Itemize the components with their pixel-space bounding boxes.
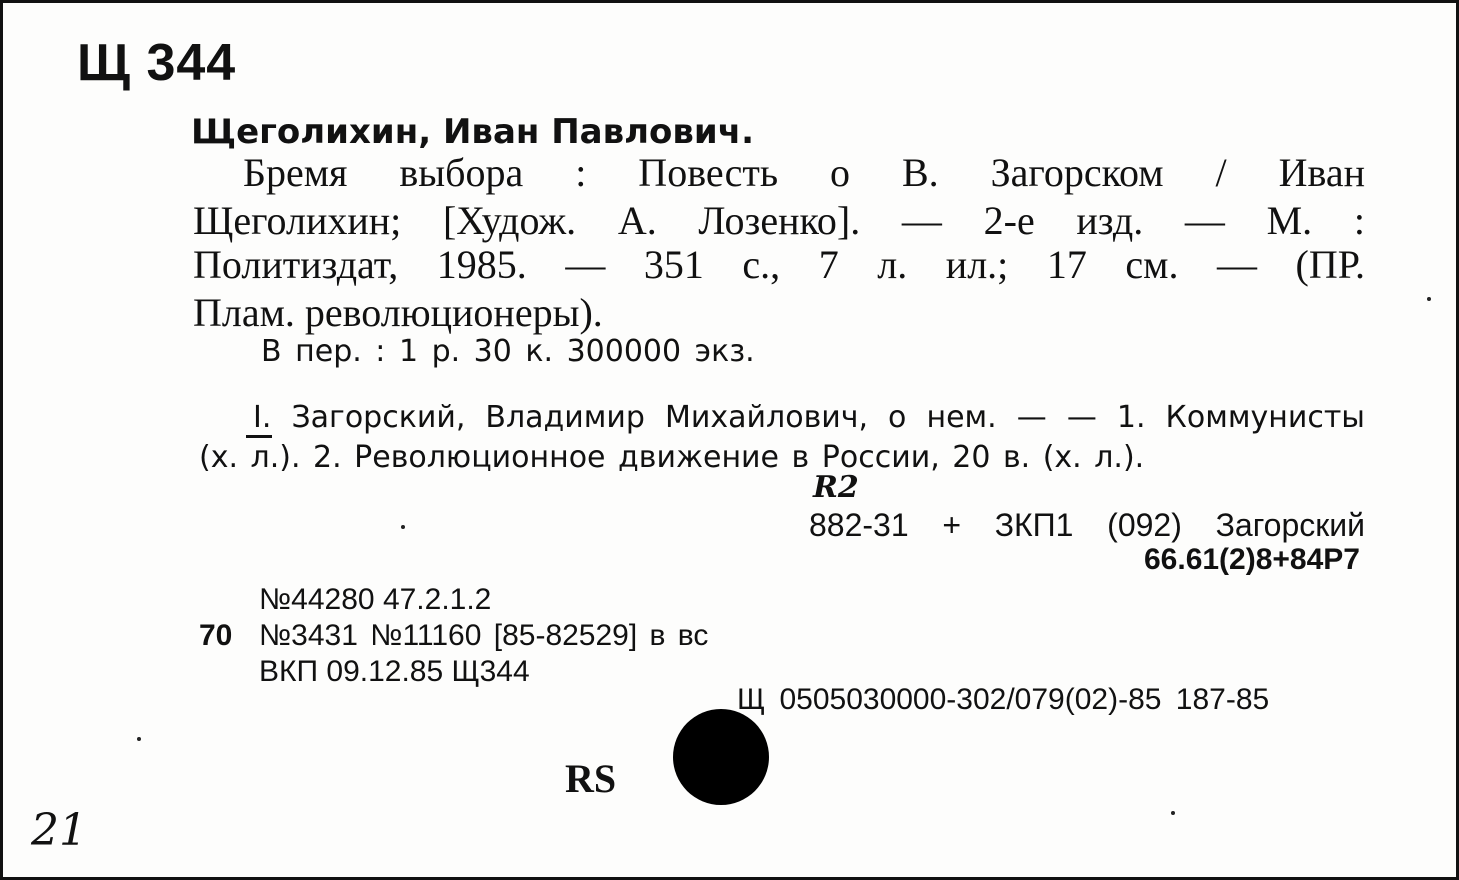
subject-line-2: (х. л.). 2. Революционное движение в России, 20 в. (х. л.). bbox=[199, 440, 1145, 475]
punch-hole bbox=[673, 709, 769, 805]
call-number: Щ 344 bbox=[77, 34, 237, 92]
rs-mark: RS bbox=[565, 756, 617, 801]
handwritten-number: 21 bbox=[31, 805, 87, 856]
subject-line-1: I. Загорский, Владимир Михайлович, о нем. — — 1. Коммунисты bbox=[253, 400, 1365, 435]
title-line-1: Бремя выбора : Повесть о В. Загорском / Иван bbox=[243, 150, 1365, 195]
accession-line-1: №44280 47.2.1.2 bbox=[259, 583, 492, 616]
speck bbox=[401, 525, 405, 529]
accession-line-3: ВКП 09.12.85 Щ344 bbox=[259, 655, 530, 688]
tracing-mark bbox=[246, 435, 272, 438]
title-line-3: Политиздат, 1985. — 351 с., 7 л. ил.; 17 см. — (ПР. bbox=[193, 242, 1365, 287]
speck bbox=[1171, 811, 1175, 815]
author-heading: Щеголихин, Иван Павлович. bbox=[191, 112, 754, 152]
classification-line-1: 882-31 + ЗКП1 (092) Загорский bbox=[809, 507, 1365, 543]
title-line-2: Щеголихин; [Худож. А. Лозенко]. — 2-е изд. — М. : bbox=[193, 198, 1365, 243]
speck bbox=[1427, 297, 1431, 301]
title-line-4: Плам. революционеры). bbox=[193, 290, 603, 335]
classification-line-2: 66.61(2)8+84Р7 bbox=[1143, 543, 1360, 576]
price-line: В пер. : 1 р. 30 к. 300000 экз. bbox=[261, 334, 755, 369]
speck bbox=[137, 737, 141, 741]
accession-prefix: 70 bbox=[199, 619, 233, 652]
bottom-code: Щ 0505030000-302/079(02)-85 187-85 bbox=[737, 683, 1270, 716]
handwritten-r2-mark: R2 bbox=[813, 470, 859, 505]
accession-line-2: №3431 №11160 [85-82529] в вс bbox=[259, 619, 709, 652]
